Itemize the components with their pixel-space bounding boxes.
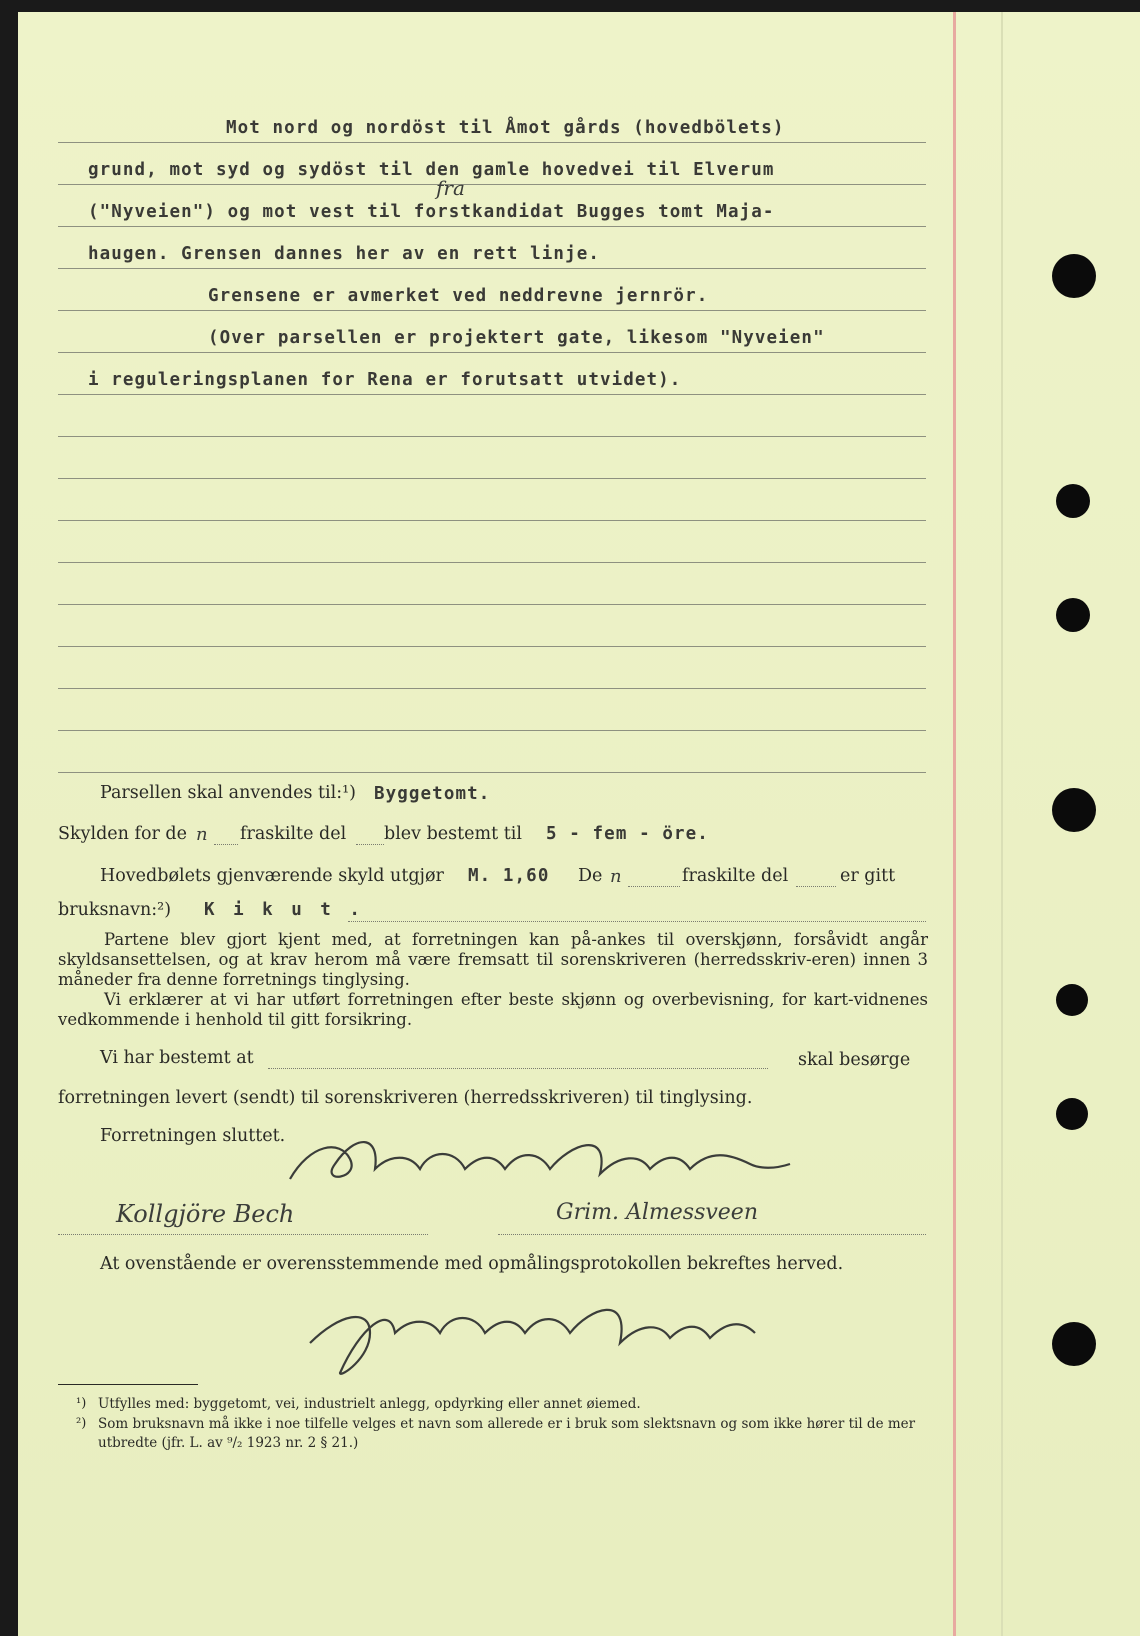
- skyld-mid: fraskilte del: [240, 824, 347, 844]
- footnote-mark: ¹): [76, 1396, 87, 1411]
- ruled-line: [58, 688, 926, 689]
- ruled-line: [58, 730, 926, 731]
- ruled-line: [58, 268, 926, 269]
- signature-left: Kollgjöre Bech: [116, 1200, 295, 1228]
- ruled-line: [58, 184, 926, 185]
- punch-hole: [1056, 1098, 1088, 1130]
- signature-main-graphic: [280, 1124, 800, 1194]
- punch-hole: [1052, 254, 1096, 298]
- punch-hole: [1056, 598, 1090, 632]
- bestemt-suffix: skal besørge: [798, 1050, 911, 1070]
- skyld-n: n: [196, 824, 208, 845]
- rest-suffix: er gitt: [840, 866, 896, 886]
- rest-value: M. 1,60: [468, 866, 550, 886]
- typed-line: i reguleringsplanen for Rena er forutsatt utvidet).: [88, 370, 682, 390]
- document-page: [18, 12, 1140, 1636]
- dotted-fill: [796, 886, 836, 887]
- margin-line-faint: [1001, 12, 1003, 1636]
- ruled-line: [58, 436, 926, 437]
- dotted-fill: [628, 886, 680, 887]
- insertion-mark: fra: [436, 176, 465, 200]
- skyld-suffix: blev bestemt til: [384, 824, 522, 844]
- skyld-value: 5 - fem - öre.: [546, 824, 709, 844]
- ruled-line: [58, 142, 926, 143]
- footnote-mark: ²): [76, 1416, 87, 1431]
- dotted-fill: [356, 844, 384, 845]
- ruled-line: [58, 646, 926, 647]
- name-value: K i k u t .: [204, 900, 364, 920]
- rest-prefix: Hovedbølets gjenværende skyld utgjør: [100, 866, 444, 886]
- punch-hole: [1056, 984, 1088, 1016]
- rest-mid: fraskilte del: [682, 866, 789, 886]
- dotted-fill: [268, 1068, 768, 1069]
- footnote-2: Som bruksnavn må ikke i noe tilfelle velges et navn som allerede er i bruk som slektsnavn og som ikke hører til de mer utbredte (jfr. L. av ⁹/₂ 1923 nr. 2 § 21.): [98, 1416, 916, 1451]
- use-value: Byggetomt.: [374, 784, 491, 804]
- ruled-line: [58, 394, 926, 395]
- ruled-line: [58, 310, 926, 311]
- ruled-line: [58, 604, 926, 605]
- typed-line: haugen. Grensen dannes her av en rett linje.: [88, 244, 600, 264]
- name-label: bruksnavn:²): [58, 900, 172, 920]
- appeal-paragraph: Partene blev gjort kjent med, at forretningen kan på-ankes til overskjønn, forsåvidt angår skyldsansettelsen, og at krav herom må være fremsatt til sorenskriveren (herredsskriv-eren) innen 3 måneder fra denne forretnings tinglysing.: [58, 930, 928, 989]
- bestemt-prefix: Vi har bestemt at: [100, 1048, 254, 1068]
- ruled-line: [58, 352, 926, 353]
- rest-n: n: [610, 866, 622, 887]
- signature-line-left: [58, 1234, 428, 1235]
- use-label: Parsellen skal anvendes til:¹): [100, 783, 356, 803]
- ruled-line: [58, 772, 926, 773]
- rest-de: De: [578, 866, 603, 886]
- margin-line: [953, 12, 956, 1636]
- footnote-1: Utfylles med: byggetomt, vei, industrielt anlegg, opdyrking eller annet øiemed.: [98, 1396, 641, 1412]
- punch-hole: [1052, 1322, 1096, 1366]
- skyld-prefix: Skylden for de: [58, 824, 187, 844]
- ruled-line: [58, 226, 926, 227]
- ruled-line: [58, 562, 926, 563]
- typed-line: ("Nyveien") og mot vest til forstkandidat Bugges tomt Maja-: [88, 202, 775, 222]
- signature-right: Grim. Almessveen: [556, 1200, 758, 1225]
- typed-line: Grensene er avmerket ved neddrevne jernrör.: [208, 286, 709, 306]
- declaration-paragraph: Vi erklærer at vi har utført forretningen efter beste skjønn og overbevisning, for kart-vidnenes vedkommende i henhold til gitt forsikring.: [58, 990, 928, 1029]
- levert-text: forretningen levert (sendt) til sorenskriveren (herredsskriveren) til tinglysing.: [58, 1088, 753, 1108]
- footnote-rule: [58, 1384, 198, 1385]
- dotted-fill: [348, 921, 926, 922]
- ruled-line: [58, 520, 926, 521]
- confirm-text: At ovenstående er overensstemmende med opmålingsprotokollen bekreftes herved.: [100, 1254, 844, 1274]
- typed-line: grund, mot syd og sydöst til den gamle hovedvei til Elverum: [88, 160, 775, 180]
- signature-confirm-graphic: [300, 1288, 770, 1388]
- ruled-line: [58, 478, 926, 479]
- punch-hole: [1056, 484, 1090, 518]
- punch-hole: [1052, 788, 1096, 832]
- typed-line: (Over parsellen er projektert gate, likesom "Nyveien": [208, 328, 825, 348]
- signature-line-right: [498, 1234, 926, 1235]
- dotted-fill: [214, 844, 238, 845]
- typed-line: Mot nord og nordöst til Åmot gårds (hovedbölets): [226, 118, 785, 138]
- sluttet-text: Forretningen sluttet.: [100, 1126, 286, 1146]
